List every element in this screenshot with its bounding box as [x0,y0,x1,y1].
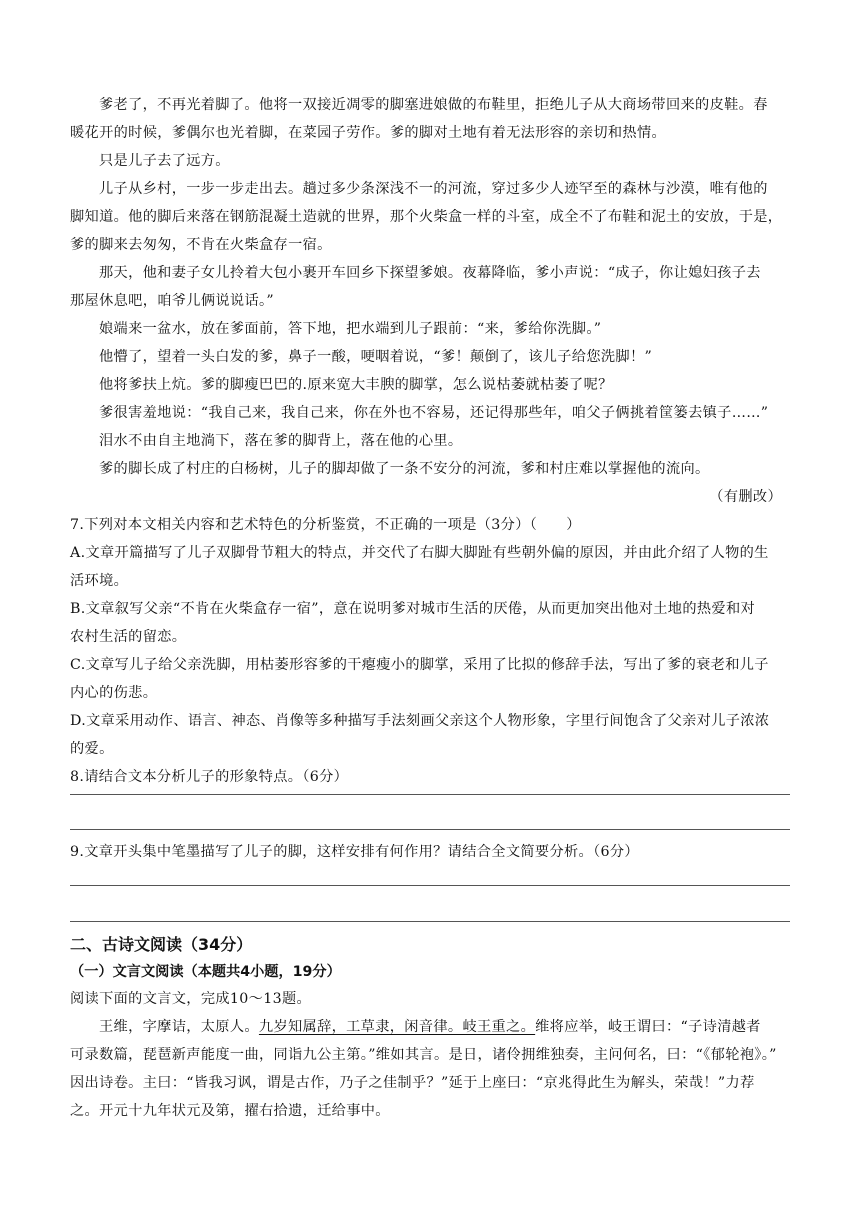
question-9: 9.文章开头集中笔墨描写了儿子的脚，这样安排有何作用？请结合全文简要分析。（6分） [70,844,639,860]
story-paragraph: 爹的脚来去匆匆，不肯在火柴盒存一宿。 [70,237,332,253]
story-paragraph: 爹老了，不再光着脚了。他将一双接近凋零的脚塞进娘做的布鞋里，拒绝儿子从大商场带回来的皮鞋。春 [99,97,768,113]
answer-line[interactable] [70,794,790,795]
answer-line[interactable] [70,829,790,830]
story-paragraph: 那屋休息吧，咱爷儿俩说说话。” [70,293,275,309]
question-7-option-b: B.文章叙写父亲“不肯在火柴盒存一宿”，意在说明爹对城市生活的厌倦，从而更加突出他对土地的热爱和对 [70,601,756,617]
story-paragraph: 他将爹扶上炕。爹的脚瘦巴巴的.原来宽大丰腴的脚掌，怎么说枯萎就枯萎了呢？ [99,377,613,393]
story-paragraph: 爹很害羞地说：“我自己来，我自己来，你在外也不容易，还记得那些年，咱父子俩挑着筐篓去镇子……” [99,405,769,421]
classical-passage-line: 可录数篇，琵琶新声能度一曲，同诣九公主第。”维如其言。是日，诸伶拥维独奏，主问何名，曰：“《郁轮袍》。” [70,1047,777,1063]
story-paragraph: 他懵了，望着一头白发的爹，鼻子一酸，哽咽着说，“爹！颠倒了，该儿子给您洗脚！” [99,349,653,365]
story-paragraph: 脚知道。他的脚后来落在钢筋混凝土造就的世界，那个火柴盒一样的斗室，成全不了布鞋和泥土的安放，于是， [70,209,783,225]
classical-passage-line: 之。开元十九年状元及第，擢右拾遗，迁给事中。 [70,1103,390,1119]
question-7-option-d-cont: 的爱。 [70,741,114,757]
question-7-stem: 7.下列对本文相关内容和艺术特色的分析鉴赏，不正确的一项是（3分）（ ） [70,517,581,533]
answer-line[interactable] [70,921,790,922]
story-paragraph: 儿子从乡村，一步一步走出去。趟过多少条深浅不一的河流，穿过多少人迹罕至的森林与沙漠，唯有他的 [99,181,768,197]
section-2-subtitle: （一）文言文阅读（本题共4小题，19分） [70,964,341,980]
question-7-option-a-cont: 活环境。 [70,573,129,589]
story-paragraph: 娘端来一盆水，放在爹面前，答下地，把水端到儿子跟前：“来，爹给你洗脚。” [99,321,602,337]
question-7-option-d: D.文章采用动作、语言、神态、肖像等多种描写手法刻画父亲这个人物形象，字里行间饱含了父亲对儿子浓浓 [70,713,770,729]
story-paragraph: 只是儿子去了远方。 [99,153,230,169]
story-paragraph: 泪水不由自主地淌下，落在爹的脚背上，落在他的心里。 [99,433,463,449]
question-8: 8.请结合文本分析儿子的形象特点。（6分） [70,769,349,785]
question-7-option-c: C.文章写儿子给父亲洗脚，用枯萎形容爹的干瘪瘦小的脚掌，采用了比拟的修辞手法，写出了爹的衰老和儿子 [70,657,769,673]
question-7-option-a: A.文章开篇描写了儿子双脚骨节粗大的特点，并交代了右脚大脚趾有些朝外偏的原因，并由此介绍了人物的生 [70,545,769,561]
story-paragraph: 暖花开的时候，爹偶尔也光着脚，在菜园子劳作。爹的脚对土地有着无法形容的亲切和热情。 [70,125,667,141]
source-note: （有删改） [709,489,782,505]
story-paragraph: 那天，他和妻子女儿拎着大包小裹开车回乡下探望爹娘。夜幕降临，爹小声说：“成子，你让媳妇孩子去 [99,265,761,281]
section-2-title: 二、古诗文阅读（34分） [70,935,253,954]
story-paragraph: 爹的脚长成了村庄的白杨树，儿子的脚却做了一条不安分的河流，爹和村庄难以掌握他的流向。 [99,461,710,477]
question-7-option-c-cont: 内心的伤悲。 [70,685,158,701]
passage-text: 维将应举，岐王谓曰：“子诗清越者 [535,1019,761,1035]
passage-text: 王维，字摩诘，太原人。 [99,1019,259,1035]
reading-instruction: 阅读下面的文言文，完成10～13题。 [70,991,312,1007]
classical-passage-line: 因出诗卷。主曰：“皆我习讽，谓是古作，乃子之佳制乎？”延于上座曰：“京兆得此生为解头，荣哉！”力荐 [70,1075,755,1091]
underlined-sentence: 九岁知属辞，工草隶，闲音律。岐王重之。 [258,1019,536,1035]
question-7-option-b-cont: 农村生活的留恋。 [70,629,187,645]
answer-line[interactable] [70,885,790,886]
classical-passage-line [99,1017,761,1037]
